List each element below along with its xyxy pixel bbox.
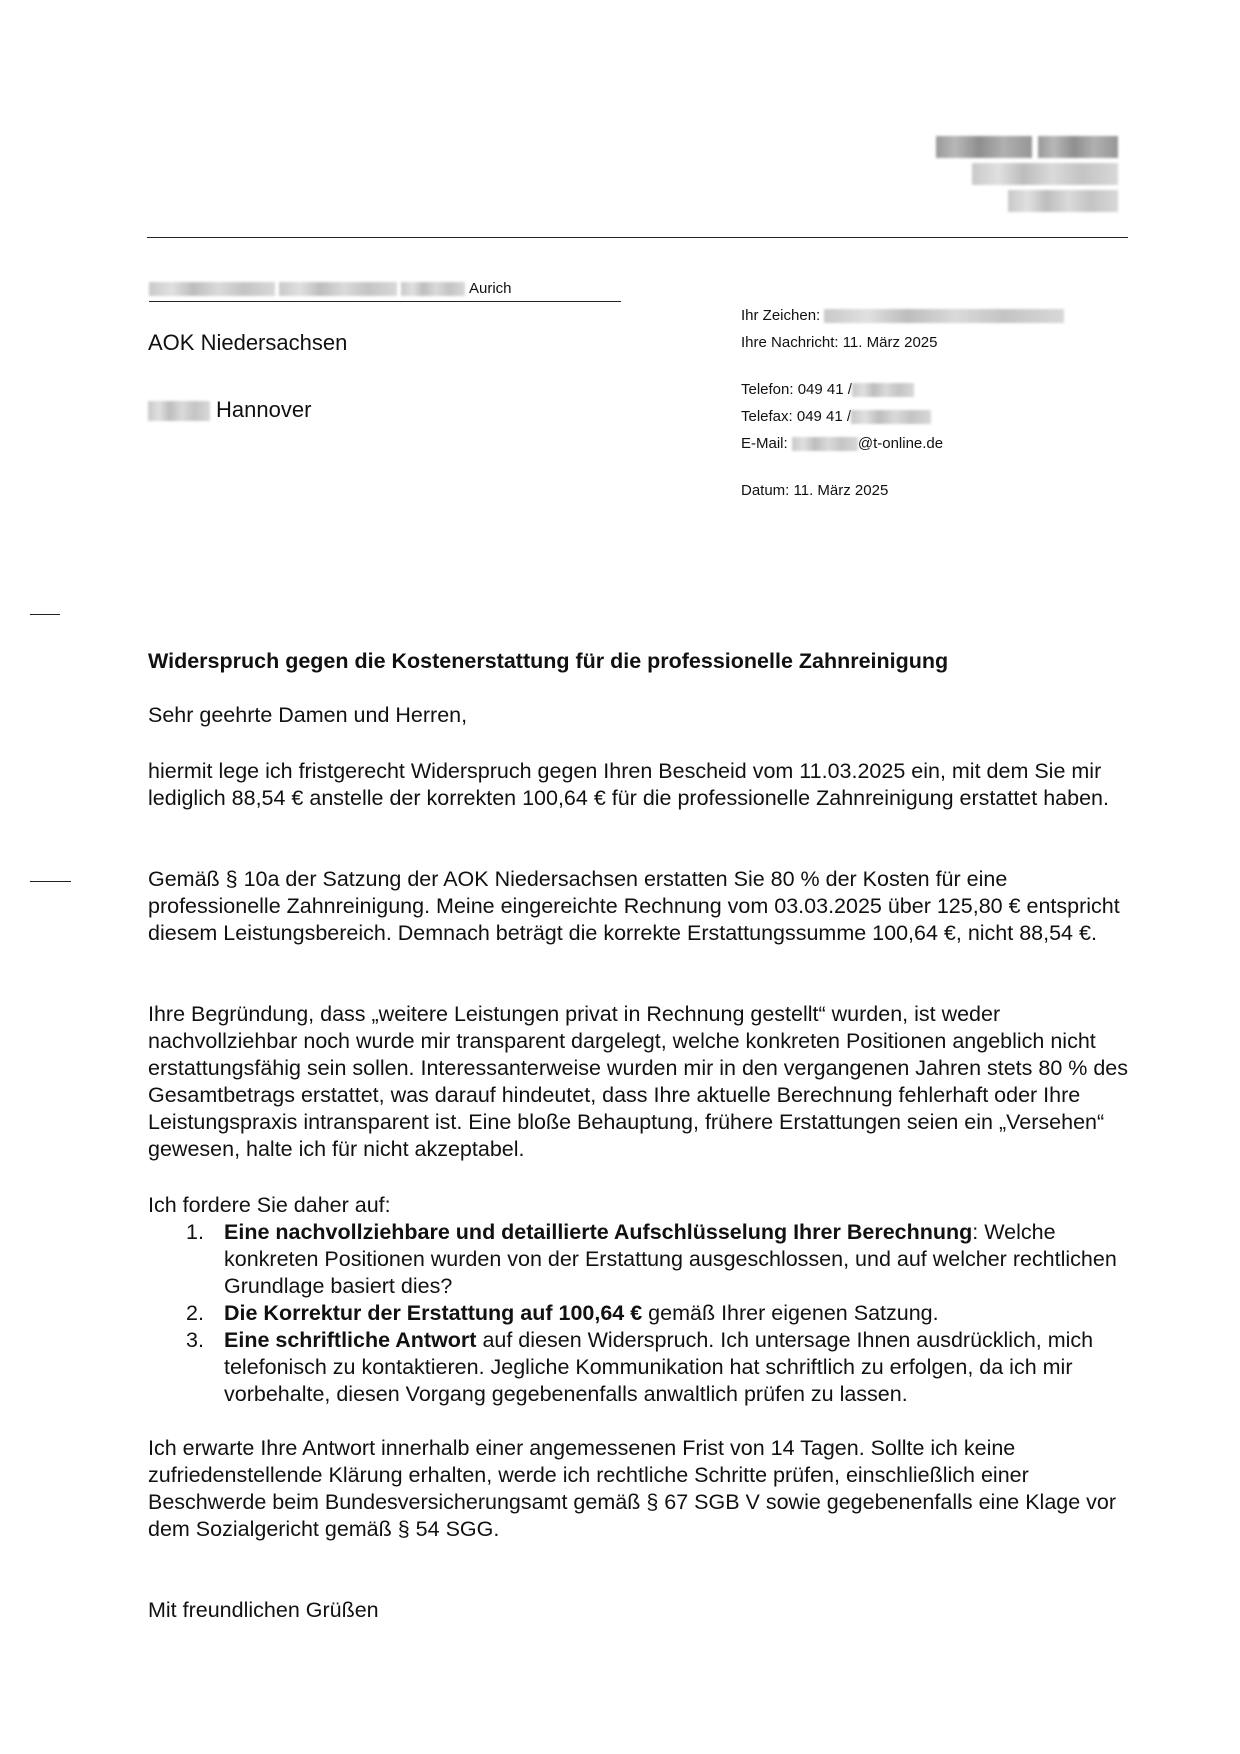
list-item <box>148 1219 1138 1300</box>
list-item-text: : Welche konkreten Positionen wurden von der Erstattung ausgeschlossen, und auf welcher rechtlichen Grundlage basiert dies? <box>224 1220 1117 1298</box>
return-address-city: Aurich <box>469 280 512 297</box>
telefon-label: Telefon: 049 41 / <box>741 381 852 398</box>
telefax-line <box>741 403 1064 430</box>
sender-address <box>898 136 1118 217</box>
telefon-line <box>741 376 1064 403</box>
paragraph-4: Ich fordere Sie daher auf: <box>148 1193 391 1217</box>
return-address-line <box>149 280 621 302</box>
demands-list <box>148 1219 1138 1408</box>
salutation: Sehr geehrte Damen und Herren, <box>148 703 468 727</box>
list-item-bold: Eine nachvollziehbare und detaillierte Aufschlüsselung Ihrer Berechnung <box>224 1220 973 1244</box>
redacted-return-street <box>279 282 397 296</box>
redacted-sender-city <box>1008 190 1118 212</box>
email-line <box>741 430 1064 457</box>
paragraph-3: Ihre Begründung, dass „weitere Leistungen privat in Rechnung gestellt“ wurden, ist weder nachvollziehbar noch wurde mir transparent dargelegt, welche konkreten Positionen angeblich nicht erstattungsfähig sein sollen. Interessanterweise wurden mir in den vergangenen Jahren stets 80 % des Gesamtbetrags erstattet, was darauf hindeutet, dass Ihre aktuelle Berechnung fehlerhaft oder Ihre Leistungspraxis intransparent ist. Eine bloße Behauptung, frühere Erstattungen seien ein „Versehen“ gewesen, halte ich für nicht akzeptabel. <box>148 1002 1129 1161</box>
closing: Mit freundlichen Grüßen <box>148 1598 379 1622</box>
redacted-return-name <box>149 282 275 296</box>
datum: Datum: 11. März 2025 <box>741 482 889 499</box>
redacted-recipient-zip <box>148 401 210 421</box>
redacted-telefax <box>851 410 931 424</box>
telefax-label: Telefax: 049 41 / <box>741 408 852 425</box>
list-item-text: gemäß Ihrer eigenen Satzung. <box>642 1301 939 1325</box>
fold-mark <box>30 614 60 615</box>
paragraph-1: hiermit lege ich fristgerecht Widerspruch gegen Ihren Bescheid vom 11.03.2025 ein, mit dem Sie mir lediglich 88,54 € anstelle der korrekten 100,64 € für die professionelle Zahnreinigung erstattet haben. <box>148 759 1109 810</box>
ihr-zeichen-line <box>741 302 1064 329</box>
ihr-zeichen-label: Ihr Zeichen: <box>741 307 821 324</box>
list-item-number: 2. <box>186 1301 204 1325</box>
redacted-ihr-zeichen <box>824 309 1064 323</box>
list-item-text: auf diesen Widerspruch. Ich untersage Ihnen ausdrücklich, mich telefonisch zu kontaktieren. Jegliche Kommunikation hat schriftlich zu erfolgen, da ich mir vorbehalte, diesen Vorgang gegebenenfalls anwaltlich prüfen zu lassen. <box>224 1328 1094 1406</box>
list-item <box>148 1300 1138 1327</box>
recipient-city: Hannover <box>216 397 312 422</box>
list-item-number: 3. <box>186 1328 204 1352</box>
punch-mark <box>30 881 71 882</box>
reference-info-block <box>741 302 1064 504</box>
list-item-bold: Eine schriftliche Antwort <box>224 1328 477 1352</box>
ihre-nachricht: Ihre Nachricht: 11. März 2025 <box>741 334 938 351</box>
header-divider <box>147 237 1128 238</box>
list-item <box>148 1327 1138 1408</box>
paragraph-2: Gemäß § 10a der Satzung der AOK Niedersachsen erstatten Sie 80 % der Kosten für eine professionelle Zahnreinigung. Meine eingereichte Rechnung vom 03.03.2025 über 125,80 € entspricht diesem Leistungsbereich. Demnach beträgt die korrekte Erstattungssumme 100,64 €, nicht 88,54 €. <box>148 867 1120 945</box>
recipient-name: AOK Niedersachsen <box>148 330 348 355</box>
redacted-telefon <box>852 383 914 397</box>
list-item-bold: Die Korrektur der Erstattung auf 100,64 € <box>224 1301 643 1325</box>
redacted-sender-name <box>936 136 1032 158</box>
redacted-email-user <box>792 437 858 451</box>
redacted-return-zip <box>401 282 465 296</box>
redacted-sender-street <box>972 163 1118 185</box>
email-domain: @t-online.de <box>857 435 944 452</box>
email-label: E-Mail: <box>741 435 788 452</box>
subject-line: Widerspruch gegen die Kostenerstattung für die professionelle Zahnreinigung <box>148 649 949 673</box>
redacted-sender-surname <box>1038 136 1118 158</box>
list-item-number: 1. <box>186 1220 204 1244</box>
recipient-city-line <box>148 397 311 423</box>
paragraph-5: Ich erwarte Ihre Antwort innerhalb einer angemessenen Frist von 14 Tagen. Sollte ich keine zufriedenstellende Klärung erhalten, werde ich rechtliche Schritte prüfen, einschließlich einer Beschwerde beim Bundesversicherungsamt gemäß § 67 SGB V sowie gegebenenfalls eine Klage vor dem Sozialgericht gemäß § 54 SGG. <box>148 1436 1117 1541</box>
